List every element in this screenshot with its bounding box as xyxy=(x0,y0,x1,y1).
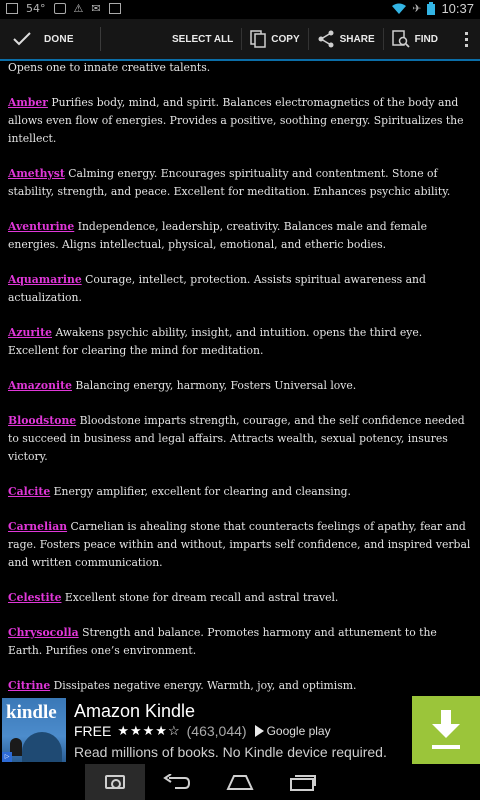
recent-apps-icon xyxy=(289,773,317,791)
stone-description: Carnelian is ahealing stone that counteracts feelings of apathy, fear and rage. Fosters peace within and without, imparts self confidence, and inspired verbal and written communication. xyxy=(8,520,471,569)
stone-description: Balancing energy, harmony, Fosters Universal love. xyxy=(75,379,357,392)
stone-entry xyxy=(0,412,480,466)
kindle-logo xyxy=(2,698,66,762)
stone-description: Excellent stone for dream recall and astral travel. xyxy=(64,591,339,604)
rating-count: (463,044) xyxy=(186,723,247,739)
ad-subtitle: Read millions of books. No Kindle device required. xyxy=(74,744,387,760)
wifi-icon xyxy=(392,3,406,14)
selection-action-bar xyxy=(0,19,480,61)
camera-icon xyxy=(105,775,125,789)
stone-entry xyxy=(0,518,480,572)
stone-description: Awakens psychic ability, insight, and intuition. opens the third eye. Excellent for clearing the mind for meditation. xyxy=(8,326,423,357)
stone-name-link[interactable]: Amazonite xyxy=(8,379,72,392)
ad-price: FREE xyxy=(74,723,112,739)
stone-entry xyxy=(0,271,480,307)
tree-graphic xyxy=(22,732,62,762)
kindle-logo-text: kindle xyxy=(6,702,57,723)
stone-entry xyxy=(0,165,480,201)
copy-label: COPY xyxy=(271,33,300,45)
stone-entry xyxy=(0,624,480,660)
stone-name-link[interactable]: Carnelian xyxy=(8,520,68,533)
ad-choices-icon[interactable]: ▷ xyxy=(2,752,12,762)
checkmark-icon xyxy=(12,31,32,47)
stone-description: Courage, intellect, protection. Assists spiritual awareness and actualization. xyxy=(8,273,426,304)
home-button[interactable] xyxy=(215,764,265,800)
home-icon xyxy=(226,774,254,790)
stone-name-link[interactable]: Aventurine xyxy=(8,220,75,233)
find-label: FIND xyxy=(414,33,438,45)
stone-entry xyxy=(0,324,480,360)
stone-entry xyxy=(0,589,480,607)
action-bar-divider xyxy=(100,27,101,51)
select-all-label: SELECT ALL xyxy=(172,33,234,45)
stone-name-link[interactable]: Aquamarine xyxy=(8,273,82,286)
stone-description: Calming energy. Encourages spirituality and contentment. Stone of stability, strength, and peace. Excellent for meditation. Enhances psychic ability. xyxy=(8,167,451,198)
clock-time: 10:37 xyxy=(441,1,474,16)
stone-name-link[interactable]: Chrysocolla xyxy=(8,626,79,639)
recent-apps-button[interactable] xyxy=(278,764,328,800)
youtube-notification-icon xyxy=(54,3,66,14)
stone-description: Independence, leadership, creativity. Balances male and female energies. Aligns intellectual, physical, emotional, and etheric bodies. xyxy=(8,220,427,251)
google-play-label: Google play xyxy=(266,724,331,738)
google-play-icon xyxy=(255,725,264,737)
google-play-badge xyxy=(255,724,331,738)
stone-entry xyxy=(0,218,480,254)
select-all-button[interactable] xyxy=(159,18,241,60)
stone-name-link[interactable]: Azurite xyxy=(8,326,53,339)
overflow-menu-button[interactable] xyxy=(452,18,480,60)
stone-name-link[interactable]: Celestite xyxy=(8,591,62,604)
battery-icon xyxy=(427,2,435,15)
back-button[interactable] xyxy=(152,764,202,800)
stone-description: Strength and balance. Promotes harmony and attunement to the Earth. Purifies one’s environment. xyxy=(8,626,437,657)
share-icon xyxy=(317,30,335,48)
app-notification-icon xyxy=(109,3,121,14)
kindle-ad-banner[interactable] xyxy=(0,696,480,764)
stone-name-link[interactable]: Amethyst xyxy=(8,167,65,180)
intro-text: Opens one to innate creative talents. xyxy=(8,62,211,74)
stone-name-link[interactable]: Bloodstone xyxy=(8,414,77,427)
rating-stars: ★★★★☆ xyxy=(117,723,181,738)
ad-info-row xyxy=(74,723,331,739)
stone-description: Bloodstone imparts strength, courage, and the self confidence needed to succeed in business and legal affairs. Attracts wealth, sexual potency, insures victory. xyxy=(8,414,465,463)
stone-entry xyxy=(0,677,480,695)
download-button[interactable] xyxy=(412,696,480,764)
stone-name-link[interactable]: Amber xyxy=(8,96,48,109)
stone-entry xyxy=(0,483,480,501)
download-icon xyxy=(434,710,458,744)
stone-name-link[interactable]: Calcite xyxy=(8,485,51,498)
stone-description: Energy amplifier, excellent for clearing and cleansing. xyxy=(53,485,351,498)
stone-entry xyxy=(0,94,480,148)
copy-button[interactable] xyxy=(242,18,307,60)
gmail-icon: ✉ xyxy=(91,2,101,15)
stone-list-content[interactable] xyxy=(0,62,480,696)
system-nav-bar xyxy=(0,764,480,800)
share-button[interactable] xyxy=(309,18,383,60)
done-button[interactable] xyxy=(0,18,86,60)
share-label: SHARE xyxy=(339,33,375,45)
status-bar xyxy=(0,0,480,18)
stone-entry xyxy=(0,377,480,395)
warning-icon: ⚠ xyxy=(73,2,84,15)
ad-title: Amazon Kindle xyxy=(74,701,196,721)
done-label: DONE xyxy=(44,33,74,45)
more-vert-icon xyxy=(465,32,468,35)
back-icon xyxy=(163,774,191,790)
stone-name-link[interactable]: Citrine xyxy=(8,679,51,692)
find-button[interactable] xyxy=(384,18,446,60)
find-icon xyxy=(392,30,410,48)
stone-description: Dissipates negative energy. Warmth, joy, and optimism. xyxy=(53,679,357,692)
temperature-text: 54° xyxy=(26,2,46,15)
airplane-icon: ✈ xyxy=(412,2,422,15)
stone-entries xyxy=(0,94,480,696)
gallery-notification-icon xyxy=(6,3,18,14)
camera-button[interactable] xyxy=(85,764,145,800)
copy-icon xyxy=(250,30,266,48)
stone-description: Purifies body, mind, and spirit. Balances electromagnetics of the body and allows even flow of energies. Provides a positive, soothing energy. Spiritualizes the intellect. xyxy=(8,96,464,145)
